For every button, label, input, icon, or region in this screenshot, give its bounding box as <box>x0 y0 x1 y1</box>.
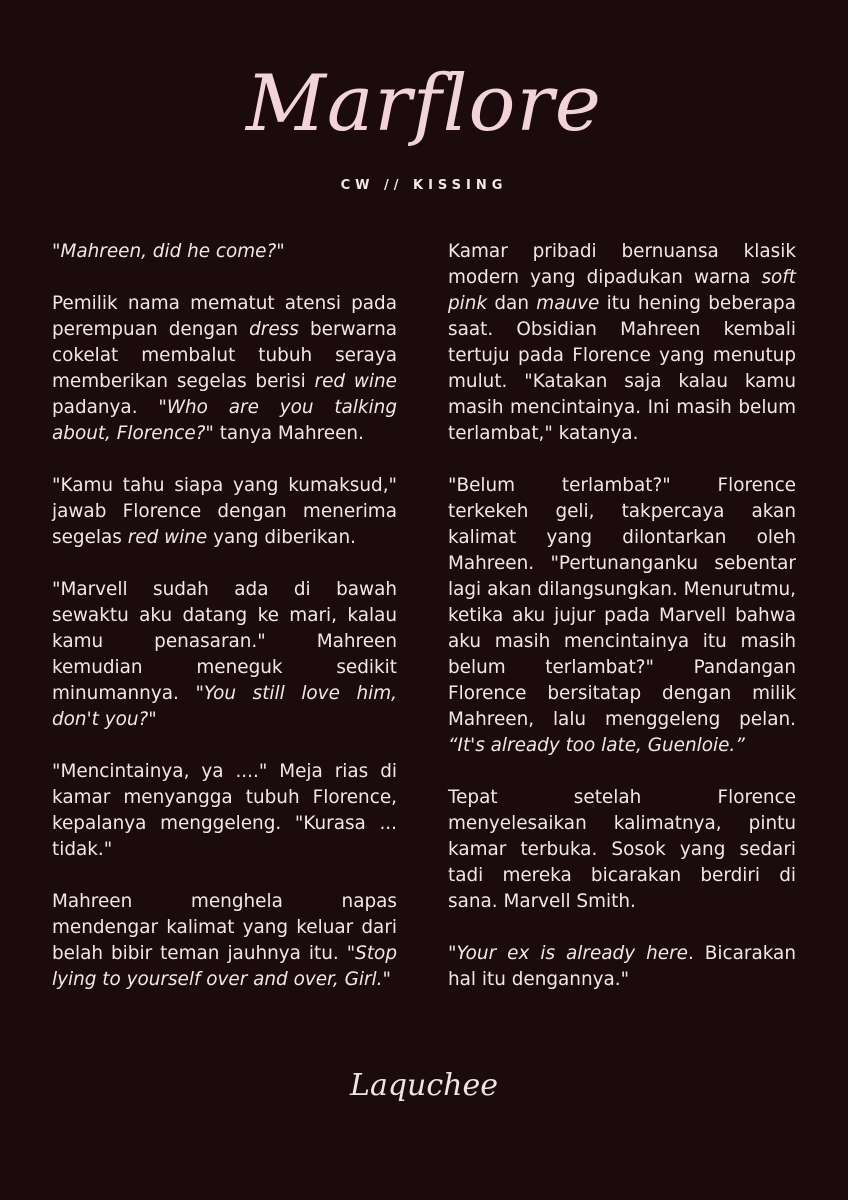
text-run: padanya. <box>52 397 159 418</box>
italic-text: "You still love him, don't you?" <box>52 683 397 730</box>
text-run: "Marvell sudah ada di bawah sewaktu aku datang ke mari, kalau kamu penasaran." Mahreen kemudian meneguk sedikit minumannya. <box>52 579 397 704</box>
italic-text: "Who are you talking about, Florence?" <box>52 397 397 444</box>
italic-text: dress <box>249 319 299 340</box>
content-warning: CW // KISSING <box>340 178 508 193</box>
text-run: dan <box>487 293 537 314</box>
story-paragraph <box>52 291 397 447</box>
italic-text: red wine <box>127 527 208 548</box>
text-run: itu hening beberapa saat. Obsidian Mahreen kembali tertuju pada Florence yang menutup mulut. "Katakan saja kalau kamu masih mencintainya. Ini masih belum terlambat," katanya. <box>448 293 796 444</box>
story-paragraph <box>448 473 796 759</box>
story-paragraph <box>52 759 397 863</box>
story-paragraph <box>448 785 796 915</box>
text-run: yang diberikan. <box>207 527 356 548</box>
text-run: "Belum terlambat?" Florence terkekeh geli, takpercaya akan kalimat yang dilontarkan oleh Mahreen. "Pertunanganku sebentar lagi akan dilangsungkan. Menurutmu, ketika aku jujur pada Marvell bahwa aku masih mencintainya itu masih belum terlambat?" Pandangan Florence bersitatap dengan milik Mahreen, lalu menggeleng pelan. <box>448 475 796 730</box>
left-text-column <box>52 239 397 1019</box>
text-run: . Bicarakan hal itu dengannya." <box>448 943 796 990</box>
text-run: Tepat setelah Florence menyelesaikan kalimatnya, pintu kamar terbuka. Sosok yang sedari tadi mereka bicarakan berdiri di sana. Marvell Smith. <box>448 787 796 912</box>
text-run: Kamar pribadi bernuansa klasik modern yang dipadukan warna <box>448 241 796 288</box>
story-paragraph <box>52 239 397 265</box>
italic-text: mauve <box>536 293 600 314</box>
story-title: Marflore <box>246 59 602 149</box>
story-paragraph <box>52 577 397 733</box>
italic-text: soft pink <box>448 267 796 314</box>
italic-text: "Stop lying to yourself over and over, Girl." <box>52 943 397 990</box>
italic-text: “It's already too late, Guenloie.” <box>448 735 745 756</box>
text-run: "Mencintainya, ya ...." Meja rias di kamar menyangga tubuh Florence, kepalanya menggeleng. "Kurasa ... tidak." <box>52 761 397 860</box>
italic-text: "Your ex is already here <box>448 943 688 964</box>
story-paragraph <box>52 889 397 993</box>
italic-text: "Mahreen, did he come?" <box>52 241 285 262</box>
story-paragraph <box>448 941 796 993</box>
story-paragraph <box>448 239 796 447</box>
author-signature: Laquchee <box>350 1068 498 1103</box>
italic-text: red wine <box>314 371 397 392</box>
text-run: Mahreen menghela napas mendengar kalimat yang keluar dari belah bibir teman jauhnya itu. <box>52 891 397 964</box>
text-run: berwarna cokelat membalut tubuh seraya memberikan segelas berisi <box>52 319 397 392</box>
right-text-column <box>448 239 796 1019</box>
text-run: tanya Mahreen. <box>213 423 364 444</box>
story-paragraph <box>52 473 397 551</box>
text-run: "Kamu tahu siapa yang kumaksud," jawab Florence dengan menerima segelas <box>52 475 397 548</box>
text-run: Pemilik nama mematut atensi pada perempuan dengan <box>52 293 397 340</box>
